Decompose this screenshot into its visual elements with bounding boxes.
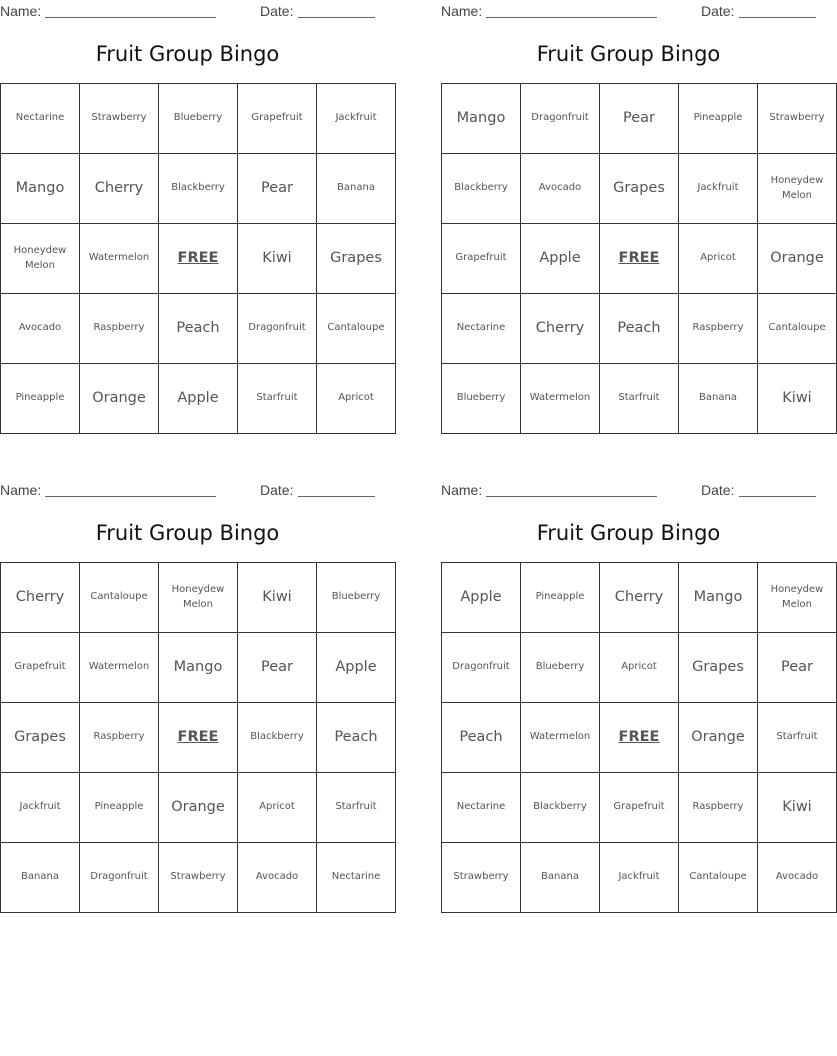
bingo-row (1, 773, 396, 843)
bingo-cell: Orange (679, 703, 758, 773)
name-date-row (441, 479, 816, 501)
bingo-cell: Raspberry (80, 703, 159, 773)
bingo-cell: Grapefruit (442, 224, 521, 294)
bingo-cell: Orange (758, 224, 837, 294)
bingo-cell: Cherry (1, 563, 80, 633)
bingo-cell: Avocado (521, 154, 600, 224)
bingo-cell: Apple (521, 224, 600, 294)
date-field[interactable] (298, 496, 375, 497)
bingo-cell: Jackfruit (317, 84, 396, 154)
bingo-card (441, 0, 826, 406)
bingo-grid (0, 83, 396, 434)
bingo-cell: Orange (80, 364, 159, 434)
date-label: Date: (701, 3, 735, 19)
bingo-cell: Dragonfruit (80, 843, 159, 913)
bingo-cell: Apricot (600, 633, 679, 703)
name-label: Name: (0, 3, 42, 19)
bingo-grid (0, 562, 396, 913)
bingo-cell: Watermelon (80, 224, 159, 294)
bingo-cell: Kiwi (758, 773, 837, 843)
bingo-cell: Grapes (679, 633, 758, 703)
bingo-row (1, 294, 396, 364)
bingo-cell: Nectarine (317, 843, 396, 913)
bingo-row (442, 633, 837, 703)
bingo-row (1, 703, 396, 773)
bingo-grid (441, 83, 837, 434)
bingo-cell: Avocado (1, 294, 80, 364)
bingo-cell: Grapes (600, 154, 679, 224)
free-space-cell: FREE (159, 224, 238, 294)
bingo-cell: Jackfruit (1, 773, 80, 843)
free-space-cell: FREE (600, 224, 679, 294)
bingo-cell: Blackberry (521, 773, 600, 843)
bingo-cell: Grapefruit (238, 84, 317, 154)
name-label: Name: (441, 3, 483, 19)
bingo-cell: Watermelon (521, 364, 600, 434)
bingo-cell: Cantaloupe (317, 294, 396, 364)
bingo-cell: Peach (600, 294, 679, 364)
bingo-row (1, 633, 396, 703)
card-title: Fruit Group Bingo (536, 521, 721, 545)
bingo-cell: Blueberry (521, 633, 600, 703)
bingo-cell: Strawberry (442, 843, 521, 913)
bingo-cell: Apricot (317, 364, 396, 434)
bingo-cell: Banana (1, 843, 80, 913)
bingo-cell: Strawberry (758, 84, 837, 154)
bingo-card (0, 479, 381, 883)
date-label: Date: (260, 3, 294, 19)
bingo-cell: Blackberry (159, 154, 238, 224)
bingo-cell: Jackfruit (600, 843, 679, 913)
bingo-row (442, 84, 837, 154)
free-space-cell: FREE (600, 703, 679, 773)
name-field[interactable] (45, 17, 216, 18)
bingo-cell: Pineapple (80, 773, 159, 843)
bingo-cell: Raspberry (679, 773, 758, 843)
bingo-cell: Pineapple (521, 563, 600, 633)
bingo-cell: Apple (442, 563, 521, 633)
bingo-row (442, 703, 837, 773)
bingo-cell: Nectarine (442, 773, 521, 843)
bingo-cell: Dragonfruit (442, 633, 521, 703)
bingo-row (1, 563, 396, 633)
bingo-row (442, 563, 837, 633)
bingo-cell: Orange (159, 773, 238, 843)
bingo-cell: Strawberry (159, 843, 238, 913)
bingo-cell: Peach (159, 294, 238, 364)
bingo-cell: Apricot (238, 773, 317, 843)
bingo-cell: Starfruit (600, 364, 679, 434)
bingo-cell: Watermelon (80, 633, 159, 703)
bingo-cell: Avocado (758, 843, 837, 913)
bingo-cell: Apple (159, 364, 238, 434)
bingo-cell: Kiwi (758, 364, 837, 434)
bingo-cell: Cherry (600, 563, 679, 633)
bingo-cell: Banana (521, 843, 600, 913)
bingo-cell: Starfruit (317, 773, 396, 843)
bingo-row (1, 154, 396, 224)
bingo-card (0, 0, 385, 406)
bingo-row (442, 294, 837, 364)
bingo-cell: Strawberry (80, 84, 159, 154)
bingo-card (441, 479, 824, 883)
bingo-cell: Starfruit (758, 703, 837, 773)
bingo-cell: Mango (1, 154, 80, 224)
bingo-cell: Mango (679, 563, 758, 633)
bingo-cell: Pear (238, 154, 317, 224)
name-date-row (441, 0, 816, 22)
date-field[interactable] (739, 17, 816, 18)
name-date-row (0, 479, 375, 501)
name-field[interactable] (45, 496, 216, 497)
bingo-cell: Cantaloupe (758, 294, 837, 364)
bingo-grid (441, 562, 837, 913)
name-label: Name: (0, 482, 42, 498)
bingo-cell: Grapes (317, 224, 396, 294)
card-title: Fruit Group Bingo (95, 42, 280, 66)
bingo-cell: Grapes (1, 703, 80, 773)
bingo-row (442, 154, 837, 224)
name-label: Name: (441, 482, 483, 498)
bingo-cell: Kiwi (238, 563, 317, 633)
bingo-cell: Watermelon (521, 703, 600, 773)
bingo-cell: Kiwi (238, 224, 317, 294)
bingo-row (1, 843, 396, 913)
bingo-cell: Pineapple (1, 364, 80, 434)
bingo-cell: Cantaloupe (80, 563, 159, 633)
bingo-cell: Blueberry (159, 84, 238, 154)
bingo-cell: Honeydew Melon (758, 154, 837, 224)
date-label: Date: (260, 482, 294, 498)
bingo-row (1, 224, 396, 294)
bingo-cell: Honeydew Melon (159, 563, 238, 633)
bingo-cell: Cantaloupe (679, 843, 758, 913)
bingo-cell: Cherry (80, 154, 159, 224)
bingo-row (1, 364, 396, 434)
bingo-cell: Raspberry (679, 294, 758, 364)
bingo-cell: Blackberry (442, 154, 521, 224)
bingo-cell: Honeydew Melon (1, 224, 80, 294)
bingo-cell: Pear (758, 633, 837, 703)
bingo-cell: Nectarine (1, 84, 80, 154)
bingo-row (442, 364, 837, 434)
bingo-cell: Pear (238, 633, 317, 703)
bingo-cell: Grapefruit (600, 773, 679, 843)
bingo-cell: Mango (442, 84, 521, 154)
bingo-cell: Apricot (679, 224, 758, 294)
bingo-cell: Avocado (238, 843, 317, 913)
name-field[interactable] (486, 496, 657, 497)
bingo-cell: Honeydew Melon (758, 563, 837, 633)
bingo-cell: Pineapple (679, 84, 758, 154)
bingo-cell: Banana (679, 364, 758, 434)
bingo-cell: Pear (600, 84, 679, 154)
bingo-cell: Blueberry (442, 364, 521, 434)
bingo-cell: Dragonfruit (521, 84, 600, 154)
date-field[interactable] (298, 17, 375, 18)
card-title: Fruit Group Bingo (536, 42, 721, 66)
bingo-cell: Jackfruit (679, 154, 758, 224)
bingo-cell: Peach (442, 703, 521, 773)
bingo-cell: Blueberry (317, 563, 396, 633)
bingo-cell: Nectarine (442, 294, 521, 364)
bingo-cell: Dragonfruit (238, 294, 317, 364)
date-field[interactable] (739, 496, 816, 497)
bingo-cell: Grapefruit (1, 633, 80, 703)
bingo-row (442, 843, 837, 913)
bingo-cell: Apple (317, 633, 396, 703)
card-title: Fruit Group Bingo (95, 521, 280, 545)
date-label: Date: (701, 482, 735, 498)
bingo-cell: Peach (317, 703, 396, 773)
bingo-cell: Banana (317, 154, 396, 224)
bingo-row (442, 224, 837, 294)
bingo-cell: Blackberry (238, 703, 317, 773)
bingo-cell: Mango (159, 633, 238, 703)
bingo-cell: Cherry (521, 294, 600, 364)
bingo-cell: Raspberry (80, 294, 159, 364)
name-field[interactable] (486, 17, 657, 18)
free-space-cell: FREE (159, 703, 238, 773)
name-date-row (0, 0, 375, 22)
bingo-row (1, 84, 396, 154)
bingo-row (442, 773, 837, 843)
bingo-cell: Starfruit (238, 364, 317, 434)
